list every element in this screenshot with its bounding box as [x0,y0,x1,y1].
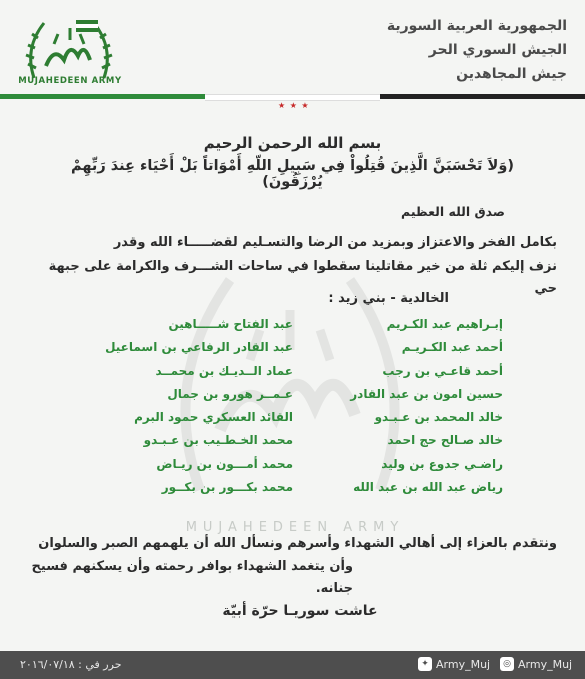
names-list-right [313,313,503,499]
flag-stars-icon: ★ ★ ★ [278,101,310,110]
list-item: عـمــر هورو بن جمال [167,386,293,401]
list-item: محمد بكـــور بن بكــور [161,480,293,495]
flag-bar-white [205,94,380,101]
list-item: خالد صـالح حج احمد [387,433,503,448]
header [0,0,585,92]
list-item: إبـراهيم عبد الكـريم [386,317,503,331]
intro-line-2: نزف إليكم ثلة من خير مقاتلينا سقطوا في ساحات الشـــرف والكرامة على جبهة حي [48,259,557,296]
watermark-text: MUJAHEDEEN ARMY [185,520,405,535]
list-item: حسين امون بن عبد القادر [350,386,503,401]
quran-verse: (وَلاَ تَحْسَبَنَّ الَّذِينَ قُتِلُواْ فِي سَبِيلِ اللّهِ أَمْوَاتاً بَلْ أَحْيَاء عِندَ رَبِّهِمْ يُرْزَقُونَ) [70,158,514,190]
list-item: خالد المحمد بن عـبـدو [374,410,503,425]
flag-bar-black [380,94,585,99]
flag-bar-green [0,94,205,99]
list-item: عبد القادر الرفاعي بن اسماعيل [105,340,293,355]
closing-line-1: ونتقدم بالعزاء إلى أهالي الشهداء وأسرهم ونسأل الله أن يلهمهم الصبر والسلوان [38,536,557,551]
basmala: بسم الله الرحمن الرحيم [203,134,382,152]
list-item: راضـي جدوع بن وليد [381,456,503,471]
names-list-left [93,313,293,499]
sadaq-line: صدق الله العظيم [401,204,505,219]
instagram-handle[interactable]: Army_Muj [518,658,573,671]
org-line-republic: الجمهورية العربية السورية [386,18,567,34]
list-item: أحمد عبد الكـريـم [401,340,503,355]
org-line-army: جيش المجاهدين [456,66,567,82]
list-item: أحمد قاعـي بن رجب [382,363,503,378]
slogan: عاشت سوريـا حرّة أبيّة [222,603,378,619]
list-item: القائد العسكري حمود البرم [134,410,293,425]
instagram-icon: ◎ [500,657,514,671]
list-item: عبد الفتاح شـــــاهين [168,317,293,331]
list-item: عماد الــديـك بن محمــد [155,363,293,378]
twitter-icon: ✦ [418,657,432,671]
intro-line-3: الخالدية - بني زيد : [328,291,449,306]
footer [0,651,585,679]
closing-line-2: وأن يتغمد الشهداء بوافر رحمته وأن يسكنهم فسيح جنانه. [31,559,353,596]
list-item: محمد الخـطـيب بن عـبـدو [143,433,293,448]
logo-text: MUJAHEDEEN ARMY [18,76,122,86]
list-item: محمد أمـــون بن ريـاض [156,456,293,471]
release-date: حرر في : ٢٠١٦/٠٧/١٨ [20,658,122,671]
intro-line-1: بكامل الفخر والاعتزاز وبمزيد من الرضا والتسـليم لقضـــــاء الله وقدر [113,235,557,250]
twitter-handle[interactable]: Army_Muj [436,658,491,671]
org-line-fsa: الجيش السوري الحر [428,42,567,58]
list-item: رياض عبد الله بن عبد الله [353,480,503,495]
